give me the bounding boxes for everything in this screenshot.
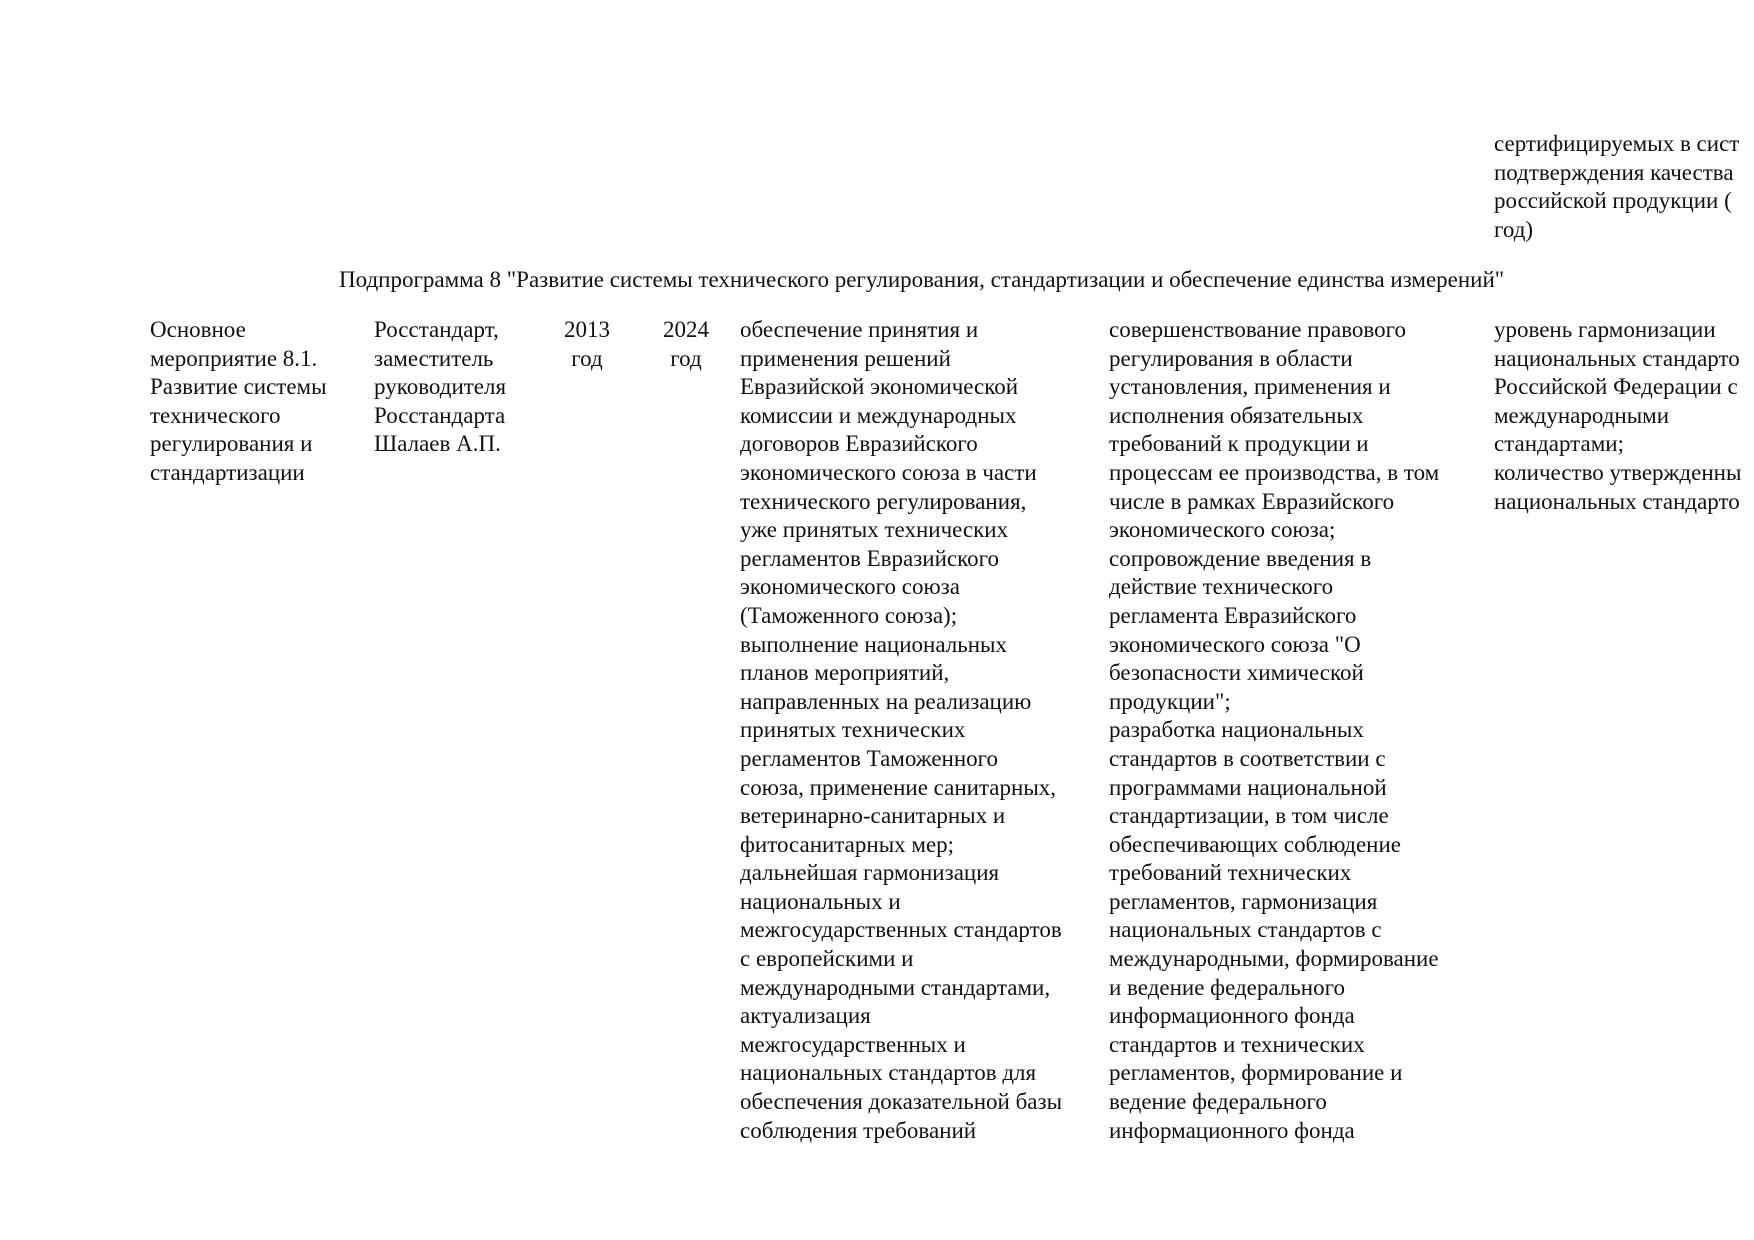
text-line: договоров Евразийского — [740, 431, 978, 457]
text-line: уже принятых технических — [740, 517, 1009, 543]
text-line: международными стандартами, — [740, 974, 1051, 1000]
text-line: национальных стандарто — [1494, 345, 1740, 371]
content-cell — [740, 316, 1062, 1145]
text-line: фитосанитарных мер; — [740, 831, 955, 857]
text-line: актуализация — [740, 1003, 871, 1029]
text-line: технического — [150, 402, 281, 428]
text-line: сертифицируемых в сист — [1494, 131, 1740, 156]
text-line: (Таможенного союза); — [740, 602, 958, 628]
text-line: стандартизации — [150, 459, 305, 485]
subprogram-title: Подпрограмма 8 "Развитие системы технического регулирования, стандартизации и обеспечение единства измерений" — [339, 267, 1505, 292]
text-line: регламентов Евразийского — [740, 545, 999, 571]
text-line: комиссии и международных — [740, 402, 1017, 428]
text-line: руководителя — [374, 374, 507, 400]
text-line: информационного фонда — [1109, 1117, 1355, 1143]
text-line: год — [670, 345, 702, 371]
text-line: с европейскими и — [740, 946, 914, 972]
text-line: стандартами; — [1494, 431, 1624, 457]
text-line: стандартизации, в том числе — [1109, 803, 1389, 829]
text-line: Росстандарт, — [374, 317, 499, 342]
text-line: требований к продукции и — [1109, 431, 1369, 457]
text-line: действие технического — [1109, 574, 1334, 600]
text-line: количество утвержденны — [1494, 459, 1742, 485]
text-line: совершенствование правового — [1109, 317, 1406, 342]
text-line: применения решений — [740, 345, 951, 371]
text-line: исполнения обязательных — [1109, 402, 1364, 428]
text-line: подтверждения качества — [1494, 159, 1734, 185]
event-cell — [150, 316, 327, 488]
text-line: Российской Федерации с — [1494, 374, 1738, 400]
text-line: обеспечение принятия и — [740, 317, 979, 342]
responsible-cell — [374, 316, 506, 459]
text-line: заместитель — [374, 345, 494, 371]
text-line: разработка национальных — [1109, 717, 1364, 743]
text-line: установления, применения и — [1109, 374, 1391, 400]
text-line: год) — [1494, 216, 1534, 242]
text-line: обеспечения доказательной базы — [740, 1089, 1063, 1115]
text-line: регламента Евразийского — [1109, 602, 1357, 628]
results-cell — [1109, 316, 1439, 1145]
text-line: Росстандарта — [374, 402, 506, 428]
text-line: национальных стандарто — [1494, 488, 1740, 514]
text-line: экономического союза "О — [1109, 631, 1361, 657]
text-line: регулирования и — [150, 431, 313, 457]
text-line: процессам ее производства, в том — [1109, 459, 1440, 485]
end-year-cell — [655, 316, 717, 373]
text-line: выполнение национальных — [740, 631, 1007, 657]
text-line: стандартов в соответствии с — [1109, 745, 1386, 771]
text-line: регулирования в области — [1109, 345, 1353, 371]
text-line: продукции"; — [1109, 688, 1231, 714]
text-line: требований технических — [1109, 860, 1352, 886]
text-line: Евразийской экономической — [740, 374, 1019, 400]
text-line: национальных стандартов с — [1109, 917, 1382, 943]
text-line: Развитие системы — [150, 374, 327, 400]
text-line: экономического союза; — [1109, 517, 1336, 543]
previous-row-indicator-fragment — [1494, 130, 1739, 244]
text-line: международными — [1494, 402, 1670, 428]
text-line: регламентов, гармонизация — [1109, 888, 1378, 914]
text-line: экономического союза — [740, 574, 960, 600]
text-line: сопровождение введения в — [1109, 545, 1372, 571]
text-line: регламентов Таможенного — [740, 745, 999, 771]
text-line: 2013 — [564, 317, 610, 342]
text-line: и ведение федерального — [1109, 974, 1345, 1000]
text-line: союза, применение санитарных, — [740, 774, 1057, 800]
text-line: дальнейшая гармонизация — [740, 860, 1000, 886]
text-line: национальных и — [740, 888, 901, 914]
text-line: регламентов, формирование и — [1109, 1060, 1403, 1086]
text-line: Шалаев А.П. — [374, 431, 501, 457]
text-line: Основное — [150, 317, 246, 342]
indicators-cell — [1494, 316, 1741, 516]
text-line: год — [571, 345, 603, 371]
text-line: числе в рамках Евразийского — [1109, 488, 1395, 514]
text-line: направленных на реализацию — [740, 688, 1032, 714]
text-line: национальных стандартов для — [740, 1060, 1037, 1086]
text-line: мероприятие 8.1. — [150, 345, 318, 371]
text-line: безопасности химической — [1109, 660, 1364, 686]
start-year-cell — [556, 316, 618, 373]
text-line: российской продукции ( — [1494, 188, 1732, 214]
text-line: информационного фонда — [1109, 1003, 1355, 1029]
text-line: межгосударственных стандартов — [740, 917, 1062, 943]
text-line: уровень гармонизации — [1494, 317, 1716, 342]
text-line: международными, формирование — [1109, 946, 1439, 972]
text-line: ветеринарно-санитарных и — [740, 803, 1006, 829]
text-line: соблюдения требований — [740, 1117, 977, 1143]
text-line: стандартов и технических — [1109, 1031, 1365, 1057]
text-line: технического регулирования, — [740, 488, 1027, 514]
text-line: межгосударственных и — [740, 1031, 966, 1057]
text-line: 2024 — [663, 317, 709, 342]
text-line: принятых технических — [740, 717, 966, 743]
text-line: планов мероприятий, — [740, 660, 950, 686]
text-line: ведение федерального — [1109, 1089, 1327, 1115]
text-line: обеспечивающих соблюдение — [1109, 831, 1401, 857]
text-line: экономического союза в части — [740, 459, 1037, 485]
text-line: программами национальной — [1109, 774, 1387, 800]
